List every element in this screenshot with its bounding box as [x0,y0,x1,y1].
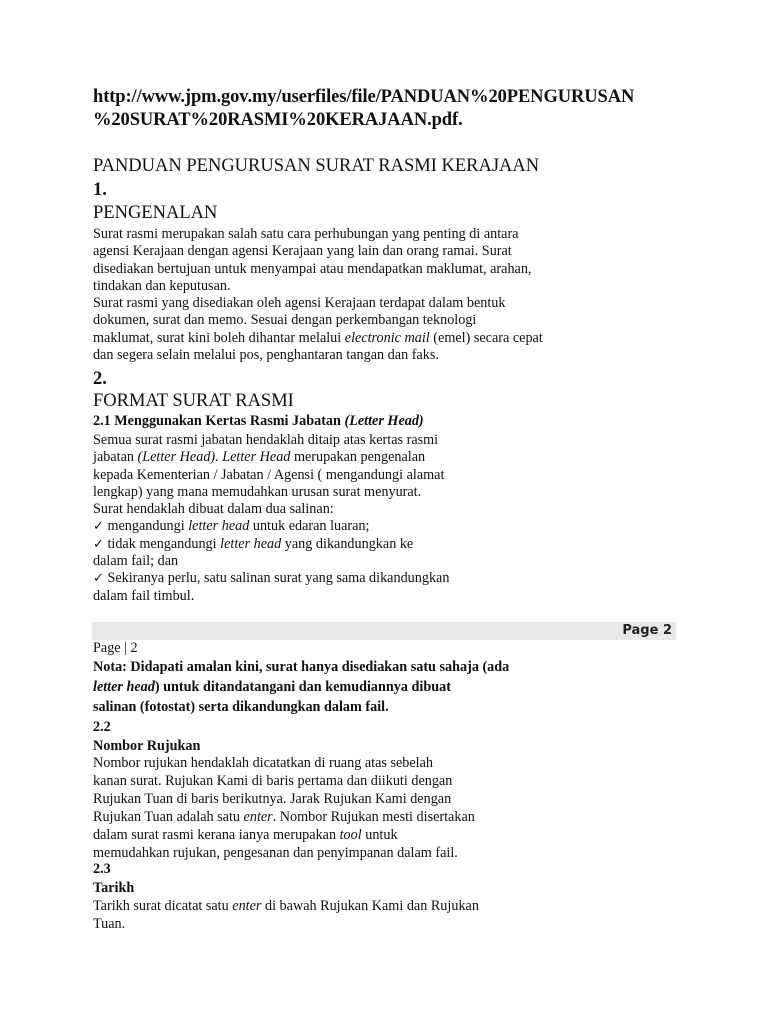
checklist-item [93,518,613,535]
text-line: kepada Kementerian / Jabatan / Agensi ( mengandungi alamat [93,466,445,483]
text-line: salinan (fotostat) serta dikandungkan dalam fail. [93,699,389,715]
text-line: Rujukan Tuan di baris berikutnya. Jarak Rujukan Kami dengan [93,791,452,807]
emphasis-text: (Letter Head) [344,413,424,429]
text-line: memudahkan rujukan, pengesanan dan penyimpanan dalam fail. [93,845,458,861]
text-line [93,330,613,347]
text-span: untuk [361,827,398,843]
emphasis-text: enter [232,898,262,914]
text-line: Surat rasmi yang disediakan oleh agensi Kerajaan terdapat dalam bentuk [93,295,506,312]
section-2-3-title: Tarikh [93,880,135,896]
text-line [93,677,633,697]
checkmark-icon: ✓ [93,571,104,587]
text-line [93,449,613,466]
text-span: 2.1 Menggunakan Kertas Rasmi Jabatan [93,413,345,429]
subsection-2-1-title [93,412,424,430]
text-span: Rujukan Tuan adalah satu [93,809,244,825]
text-span: tidak mengandungi [103,535,221,552]
text-line: lengkap) yang mana memudahkan urusan surat menyurat. [93,483,422,500]
text-span: dalam surat rasmi kerana ianya merupakan [93,827,340,843]
text-line: Nombor rujukan hendaklah dicatatkan di ruang atas sebelah [93,755,433,771]
text-span: (emel) secara cepat [429,329,543,346]
text-line: tindakan dan keputusan. [93,277,231,294]
section-2-title: FORMAT SURAT RASMI [93,391,294,411]
text-span: untuk edaran luaran; [249,518,370,535]
text-line: kanan surat. Rujukan Kami di baris pertama dan diikuti dengan [93,773,453,789]
emphasis-text: letter head [93,679,155,695]
emphasis-text: electronic mail [344,329,430,346]
text-span: yang dikandungkan ke [281,535,414,552]
section-1-number: 1. [93,180,107,200]
note-block [93,657,633,717]
emphasis-text: (Letter Head). Letter Head [137,449,291,466]
document-title: PANDUAN PENGURUSAN SURAT RASMI KERAJAAN [93,156,540,176]
text-line: dalam fail timbul. [93,587,195,604]
text-line: agensi Kerajaan dengan agensi Kerajaan yang lain dan orang ramai. Surat [93,243,512,260]
emphasis-text: enter [243,809,273,825]
source-url[interactable] [93,86,733,132]
subsection-2-1-body [93,432,613,605]
section-1-body [93,226,613,364]
text-line: disediakan bertujuan untuk menyampai atau mendapatkan maklumat, arahan, [93,260,532,277]
text-span: mengandungi [103,518,189,535]
section-2-2-number: 2.2 [93,719,111,735]
page-footer: Page | 2 [93,640,138,656]
text-span: di bawah Rujukan Kami dan Rujukan [261,898,479,914]
text-line [93,826,613,844]
page-number-label: Page 2 [622,623,672,638]
text-line [93,897,613,915]
text-line: dokumen, surat dan memo. Sesuai dengan perkembangan teknologi [93,312,477,329]
section-2-3-number: 2.3 [93,861,111,877]
text-line: dalam fail; dan [93,553,179,570]
section-2-2-body [93,754,613,862]
checkmark-icon: ✓ [93,536,104,552]
emphasis-text: letter head [188,518,250,535]
text-line: Semua surat rasmi jabatan hendaklah ditaip atas kertas rasmi [93,432,439,448]
text-span: . Nombor Rujukan mesti disertakan [272,809,475,825]
section-2-number: 2. [93,369,107,389]
text-span: Tarikh surat dicatat satu [93,898,233,914]
checklist-item [93,570,613,587]
text-line: Surat rasmi merupakan salah satu cara perhubungan yang penting di antara [93,226,519,242]
source-url-line-1: http://www.jpm.gov.my/userfiles/file/PANDUAN%20PENGURUSAN [93,87,635,107]
source-url-line-2: %20SURAT%20RASMI%20KERAJAAN.pdf. [93,110,463,130]
section-1-title: PENGENALAN [93,203,218,223]
text-span: jabatan [93,449,138,466]
text-line: dan segera selain melalui pos, penghantaran tangan dan faks. [93,347,439,364]
text-line: Surat hendaklah dibuat dalam dua salinan: [93,501,334,518]
text-span: Sekiranya perlu, satu salinan surat yang sama dikandungkan [103,570,450,587]
emphasis-text: tool [339,827,362,843]
page-separator-bar [92,622,676,640]
text-span: maklumat, surat kini boleh dihantar melalui [93,329,345,346]
text-span: merupakan pengenalan [290,449,426,466]
checkmark-icon: ✓ [93,519,104,535]
emphasis-text: letter head [220,535,282,552]
section-2-2-title: Nombor Rujukan [93,738,201,754]
text-line: Nota: Didapati amalan kini, surat hanya disediakan satu sahaja (ada [93,659,510,675]
section-2-3-body [93,897,613,933]
checklist-item [93,536,613,553]
text-span: ) untuk ditandatangani dan kemudiannya dibuat [154,679,451,695]
text-line [93,808,613,826]
text-line: Tuan. [93,916,126,932]
